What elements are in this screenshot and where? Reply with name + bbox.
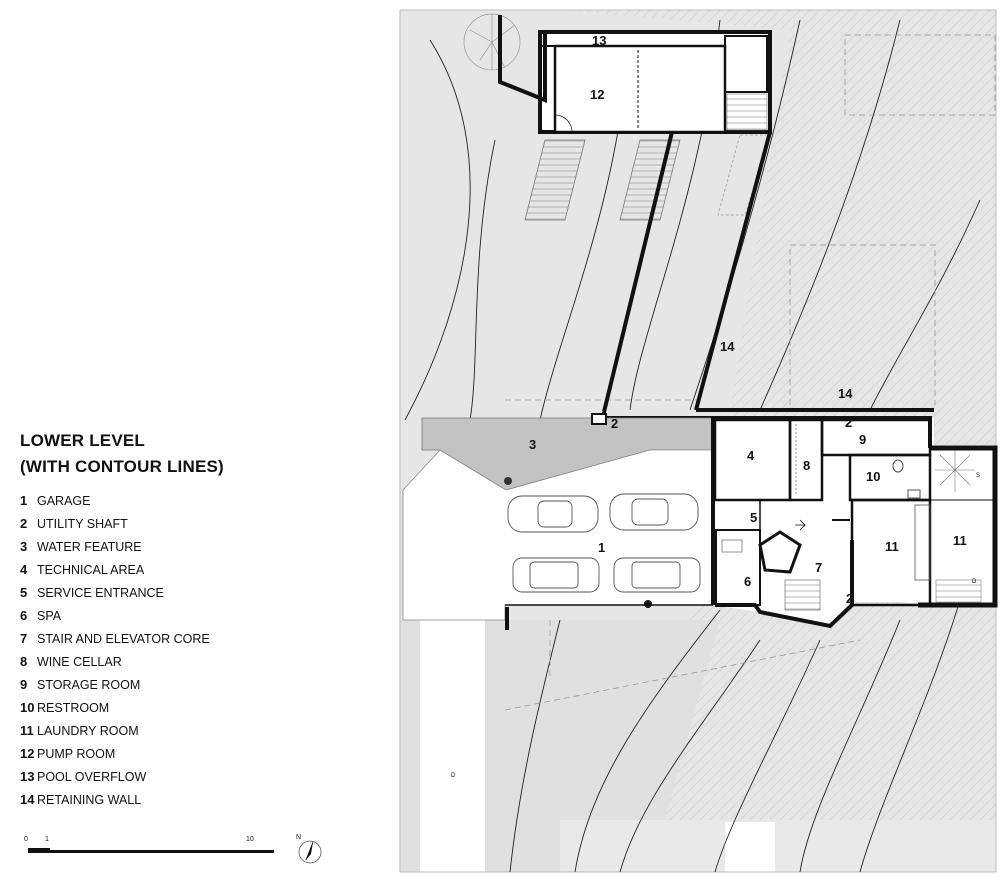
label-service-entrance: 5 xyxy=(750,510,758,525)
scale-one-label: 1 xyxy=(45,836,49,843)
scale-start-label: 0 xyxy=(24,836,28,843)
legend-label: SERVICE ENTRANCE xyxy=(37,586,164,600)
label-storage-room: 9 xyxy=(859,432,867,447)
scale-bar-fill xyxy=(28,848,50,853)
legend-item xyxy=(20,650,210,673)
label-restroom: 10 xyxy=(866,469,881,484)
legend-label: UTILITY SHAFT xyxy=(37,517,128,531)
plan-title-line1: LOWER LEVEL xyxy=(20,431,145,450)
legend-number: 13 xyxy=(20,769,35,784)
legend-label: WATER FEATURE xyxy=(37,540,142,554)
garage xyxy=(403,450,713,630)
label-water-feature: 3 xyxy=(529,437,537,452)
label-pool-overflow: 13 xyxy=(592,33,607,48)
legend-item xyxy=(20,512,210,535)
legend-number: 14 xyxy=(20,792,35,807)
legend-item xyxy=(20,581,210,604)
label-spa: 6 xyxy=(744,574,752,589)
label-pump-room: 12 xyxy=(590,87,605,102)
legend-number: 3 xyxy=(20,539,28,554)
label-stair-core: 7 xyxy=(815,560,823,575)
plan-title-line2: (WITH CONTOUR LINES) xyxy=(20,457,224,476)
legend-number: 11 xyxy=(20,723,34,738)
label-garage: 1 xyxy=(598,540,606,555)
legend-item xyxy=(20,535,210,558)
legend-number: 10 xyxy=(20,700,35,715)
label-technical-area: 4 xyxy=(747,448,755,463)
legend-label: WINE CELLAR xyxy=(37,655,122,669)
north-arrow-icon xyxy=(292,830,328,866)
label-utility-shaft-b: 2 xyxy=(845,415,853,430)
pump-room-building xyxy=(500,15,770,132)
label-utility-shaft-a: 2 xyxy=(611,416,619,431)
scale-bar-line xyxy=(48,850,274,853)
label-small-d2: D xyxy=(972,579,977,585)
legend-number: 1 xyxy=(20,493,28,508)
legend-number: 9 xyxy=(20,677,28,692)
legend-item xyxy=(20,765,210,788)
label-retaining-wall-b: 14 xyxy=(838,386,853,401)
legend-item xyxy=(20,788,210,811)
legend-number: 8 xyxy=(20,654,28,669)
legend-label: SPA xyxy=(37,609,62,623)
room-legend xyxy=(20,489,210,811)
label-small-s: S xyxy=(976,473,981,479)
north-label: N xyxy=(296,834,302,841)
label-utility-shaft-c: 2 xyxy=(846,591,854,606)
legend-item xyxy=(20,558,210,581)
label-laundry-a: 11 xyxy=(885,539,899,554)
legend-number: 7 xyxy=(20,631,28,646)
legend-item xyxy=(20,742,210,765)
label-wine-cellar: 8 xyxy=(803,458,811,473)
legend-item xyxy=(20,489,210,512)
legend-number: 12 xyxy=(20,746,35,761)
label-laundry-b: 11 xyxy=(953,533,967,548)
legend-item xyxy=(20,604,210,627)
legend-label: STORAGE ROOM xyxy=(37,678,141,692)
legend-label: RETAINING WALL xyxy=(37,793,142,807)
legend-number: 5 xyxy=(20,585,28,600)
legend-label: STAIR AND ELEVATOR CORE xyxy=(37,632,210,646)
plan-title xyxy=(20,428,224,480)
legend-item xyxy=(20,627,210,650)
legend-item xyxy=(20,673,210,696)
legend-item xyxy=(20,719,210,742)
legend-label: POOL OVERFLOW xyxy=(37,770,147,784)
legend-label: TECHNICAL AREA xyxy=(37,563,145,577)
legend-number: 4 xyxy=(20,562,28,577)
legend-label: RESTROOM xyxy=(37,701,110,715)
legend-label: GARAGE xyxy=(37,494,91,508)
legend-label: PUMP ROOM xyxy=(37,747,116,761)
scale-end-label: 10 xyxy=(246,836,254,843)
legend-label: LAUNDRY ROOM xyxy=(37,724,139,738)
legend-number: 6 xyxy=(20,608,28,623)
label-retaining-wall-a: 14 xyxy=(720,339,735,354)
label-small-d1: D xyxy=(451,773,456,779)
legend-number: 2 xyxy=(20,516,28,531)
legend-item xyxy=(20,696,210,719)
